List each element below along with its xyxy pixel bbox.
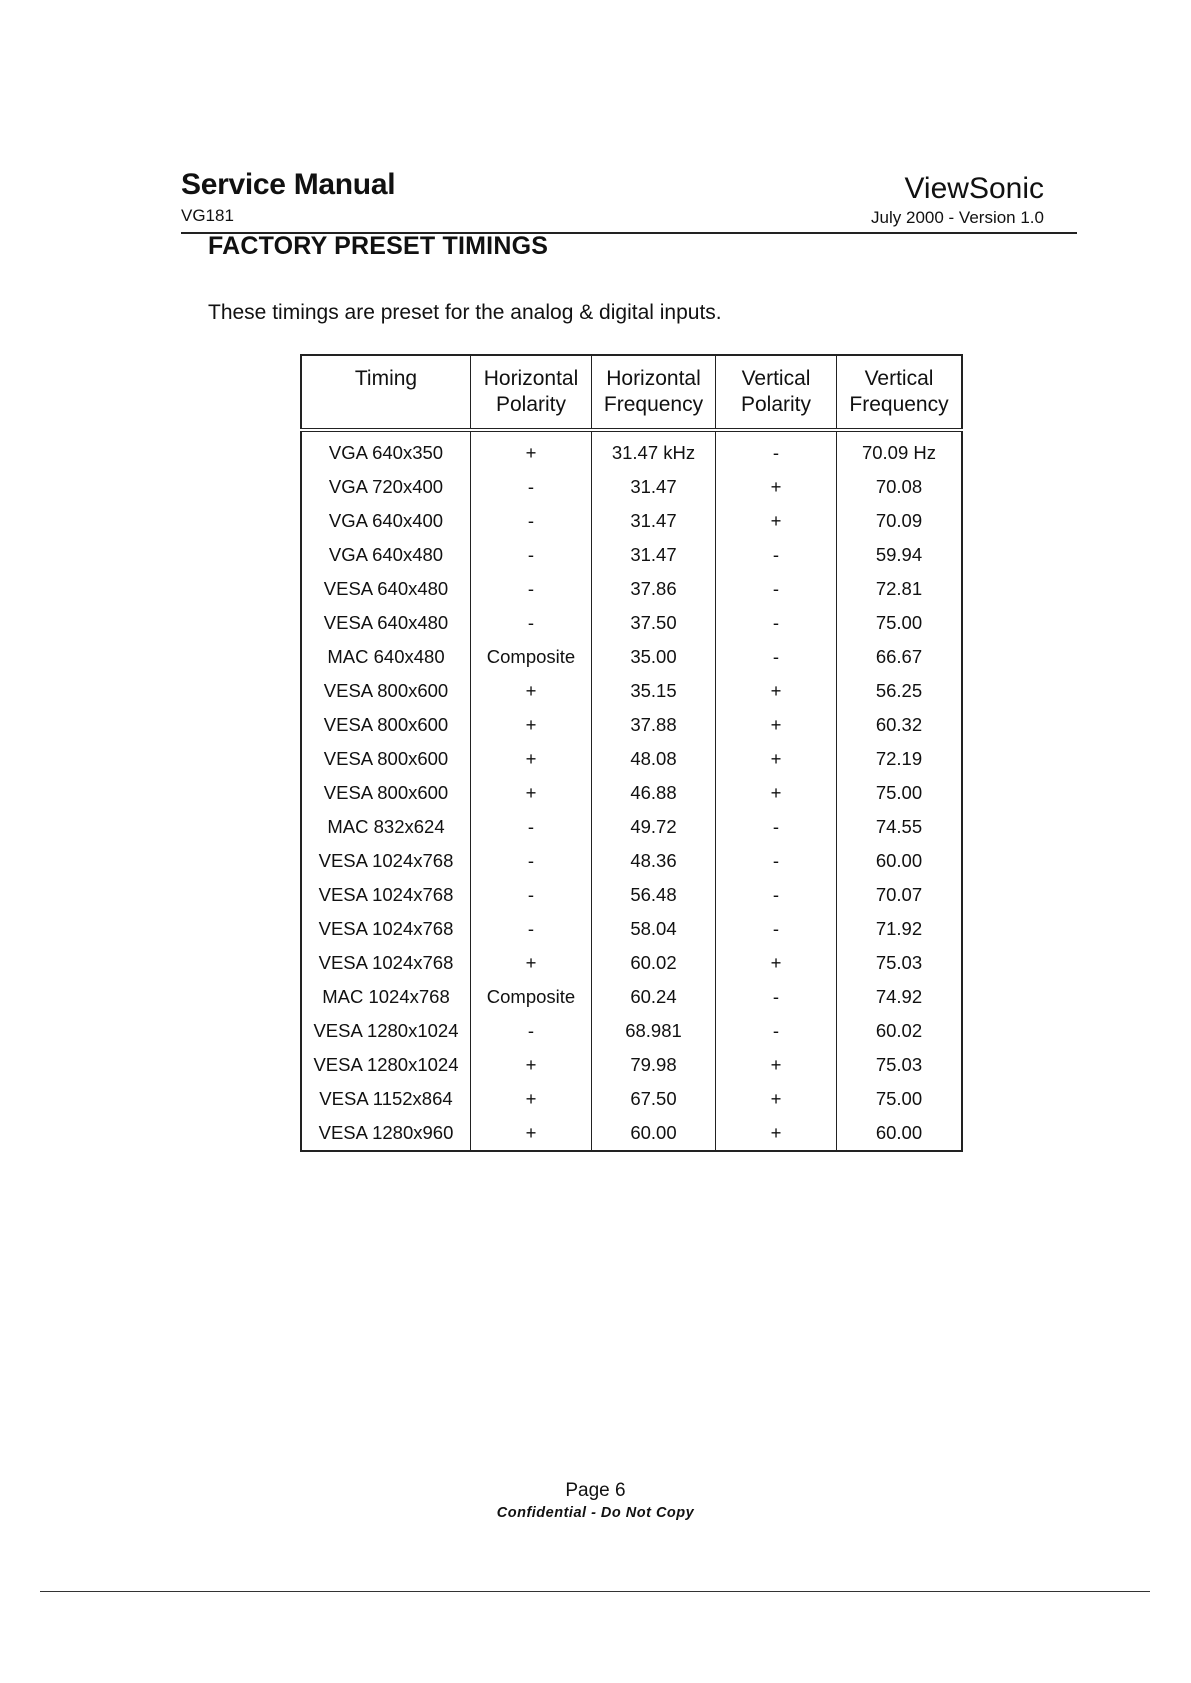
v-polarity-cell: - (716, 538, 837, 572)
column-header-line: Vertical (741, 367, 811, 390)
v-polarity-cell: + (716, 946, 837, 980)
h-polarity-cell: + (471, 776, 592, 810)
column-header-horizontal-frequency (592, 355, 716, 430)
timing-cell: VGA 640x350 (301, 430, 471, 470)
timing-cell: VESA 1280x1024 (301, 1014, 471, 1048)
table-row (301, 572, 962, 606)
h-frequency-cell: 37.88 (592, 708, 716, 742)
table-header-row (301, 355, 962, 430)
v-polarity-cell: - (716, 430, 837, 470)
v-frequency-cell: 60.00 (837, 844, 963, 878)
v-polarity-cell: - (716, 878, 837, 912)
v-frequency-cell: 60.02 (837, 1014, 963, 1048)
table-row (301, 946, 962, 980)
column-header-line: Polarity (495, 393, 567, 416)
table-row (301, 1048, 962, 1082)
table-row (301, 470, 962, 504)
column-header-horizontal-polarity (471, 355, 592, 430)
h-frequency-cell: 31.47 kHz (592, 430, 716, 470)
v-frequency-cell: 70.09 Hz (837, 430, 963, 470)
v-frequency-cell: 75.03 (837, 946, 963, 980)
h-polarity-cell: - (471, 878, 592, 912)
h-polarity-cell: + (471, 430, 592, 470)
timing-cell: MAC 640x480 (301, 640, 471, 674)
table-row (301, 776, 962, 810)
v-frequency-cell: 71.92 (837, 912, 963, 946)
column-header-line: Timing (354, 367, 418, 390)
timing-cell: VESA 1024x768 (301, 912, 471, 946)
h-polarity-cell: - (471, 504, 592, 538)
v-frequency-cell: 60.00 (837, 1116, 963, 1151)
v-polarity-cell: - (716, 1014, 837, 1048)
model-number: VG181 (181, 206, 234, 225)
table-row (301, 606, 962, 640)
h-polarity-cell: - (471, 470, 592, 504)
h-polarity-cell: Composite (471, 980, 592, 1014)
h-frequency-cell: 60.24 (592, 980, 716, 1014)
table-row (301, 810, 962, 844)
table-row (301, 1014, 962, 1048)
timing-cell: VESA 1024x768 (301, 878, 471, 912)
v-polarity-cell: + (716, 1116, 837, 1151)
table-row (301, 1082, 962, 1116)
timing-cell: VESA 1024x768 (301, 946, 471, 980)
column-header-line: Frequency (849, 393, 949, 416)
v-frequency-cell: 72.19 (837, 742, 963, 776)
h-polarity-cell: + (471, 742, 592, 776)
v-frequency-cell: 56.25 (837, 674, 963, 708)
v-frequency-cell: 70.08 (837, 470, 963, 504)
h-polarity-cell: - (471, 1014, 592, 1048)
h-frequency-cell: 49.72 (592, 810, 716, 844)
column-header-timing (301, 355, 471, 430)
timing-cell: VESA 640x480 (301, 606, 471, 640)
column-header-vertical-polarity (716, 355, 837, 430)
h-frequency-cell: 48.08 (592, 742, 716, 776)
timing-cell: VGA 640x480 (301, 538, 471, 572)
timing-cell: VESA 1280x960 (301, 1116, 471, 1151)
timing-cell: VESA 1152x864 (301, 1082, 471, 1116)
timing-cell: VESA 800x600 (301, 776, 471, 810)
v-polarity-cell: - (716, 606, 837, 640)
h-frequency-cell: 35.00 (592, 640, 716, 674)
section-title: FACTORY PRESET TIMINGS (208, 232, 549, 260)
intro-text: These timings are preset for the analog & digital inputs. (208, 301, 722, 324)
h-polarity-cell: + (471, 674, 592, 708)
v-frequency-cell: 74.55 (837, 810, 963, 844)
v-polarity-cell: + (716, 674, 837, 708)
h-frequency-cell: 60.02 (592, 946, 716, 980)
brand-name: ViewSonic (904, 172, 1044, 205)
h-frequency-cell: 67.50 (592, 1082, 716, 1116)
h-frequency-cell: 60.00 (592, 1116, 716, 1151)
h-polarity-cell: + (471, 1082, 592, 1116)
h-frequency-cell: 56.48 (592, 878, 716, 912)
h-polarity-cell: - (471, 538, 592, 572)
h-frequency-cell: 37.86 (592, 572, 716, 606)
v-polarity-cell: + (716, 776, 837, 810)
v-frequency-cell: 75.03 (837, 1048, 963, 1082)
document-title: Service Manual (181, 168, 396, 201)
v-polarity-cell: - (716, 844, 837, 878)
h-frequency-cell: 68.981 (592, 1014, 716, 1048)
column-header-vertical-frequency (837, 355, 963, 430)
version-date: July 2000 - Version 1.0 (871, 208, 1044, 227)
v-polarity-cell: - (716, 980, 837, 1014)
v-frequency-cell: 59.94 (837, 538, 963, 572)
column-header-line: Polarity (740, 393, 812, 416)
table-row (301, 674, 962, 708)
table-row (301, 504, 962, 538)
table-row (301, 980, 962, 1014)
table-row (301, 912, 962, 946)
table-row (301, 742, 962, 776)
v-polarity-cell: + (716, 504, 837, 538)
v-polarity-cell: - (716, 640, 837, 674)
column-header-line: Frequency (603, 393, 704, 416)
table-row (301, 708, 962, 742)
table-row (301, 1116, 962, 1151)
v-polarity-cell: - (716, 810, 837, 844)
v-polarity-cell: + (716, 1048, 837, 1082)
h-polarity-cell: Composite (471, 640, 592, 674)
v-polarity-cell: - (716, 572, 837, 606)
v-polarity-cell: + (716, 1082, 837, 1116)
table-row (301, 878, 962, 912)
h-polarity-cell: + (471, 946, 592, 980)
h-polarity-cell: - (471, 606, 592, 640)
h-frequency-cell: 79.98 (592, 1048, 716, 1082)
h-polarity-cell: + (471, 1048, 592, 1082)
h-polarity-cell: - (471, 912, 592, 946)
h-polarity-cell: - (471, 844, 592, 878)
h-frequency-cell: 58.04 (592, 912, 716, 946)
timing-cell: VESA 1024x768 (301, 844, 471, 878)
h-frequency-cell: 31.47 (592, 504, 716, 538)
h-frequency-cell: 31.47 (592, 538, 716, 572)
timing-cell: VESA 1280x1024 (301, 1048, 471, 1082)
timing-cell: MAC 1024x768 (301, 980, 471, 1014)
table-row (301, 430, 962, 470)
h-polarity-cell: - (471, 572, 592, 606)
h-polarity-cell: - (471, 810, 592, 844)
v-frequency-cell: 60.32 (837, 708, 963, 742)
timing-cell: MAC 832x624 (301, 810, 471, 844)
v-frequency-cell: 74.92 (837, 980, 963, 1014)
timing-cell: VESA 800x600 (301, 674, 471, 708)
timing-cell: VGA 720x400 (301, 470, 471, 504)
column-header-line: Horizontal (483, 367, 579, 390)
v-polarity-cell: + (716, 708, 837, 742)
timing-cell: VESA 800x600 (301, 708, 471, 742)
h-frequency-cell: 31.47 (592, 470, 716, 504)
v-polarity-cell: + (716, 470, 837, 504)
timing-cell: VESA 640x480 (301, 572, 471, 606)
timing-cell: VESA 800x600 (301, 742, 471, 776)
h-frequency-cell: 35.15 (592, 674, 716, 708)
h-frequency-cell: 46.88 (592, 776, 716, 810)
v-frequency-cell: 66.67 (837, 640, 963, 674)
v-frequency-cell: 75.00 (837, 606, 963, 640)
table-row (301, 538, 962, 572)
bottom-divider (40, 1591, 1150, 1592)
v-polarity-cell: - (716, 912, 837, 946)
v-frequency-cell: 70.09 (837, 504, 963, 538)
column-header-line: Vertical (864, 367, 934, 390)
h-polarity-cell: + (471, 708, 592, 742)
h-frequency-cell: 37.50 (592, 606, 716, 640)
table-row (301, 844, 962, 878)
h-polarity-cell: + (471, 1116, 592, 1151)
v-frequency-cell: 72.81 (837, 572, 963, 606)
page-number: Page 6 (565, 1480, 626, 1501)
table-body (301, 430, 962, 1151)
column-header-line: Horizontal (606, 367, 701, 390)
v-frequency-cell: 75.00 (837, 1082, 963, 1116)
confidential-note: Confidential - Do Not Copy (496, 1505, 695, 1521)
h-frequency-cell: 48.36 (592, 844, 716, 878)
table-row (301, 640, 962, 674)
preset-timings-table (300, 354, 963, 1152)
timing-cell: VGA 640x400 (301, 504, 471, 538)
v-polarity-cell: + (716, 742, 837, 776)
v-frequency-cell: 75.00 (837, 776, 963, 810)
v-frequency-cell: 70.07 (837, 878, 963, 912)
